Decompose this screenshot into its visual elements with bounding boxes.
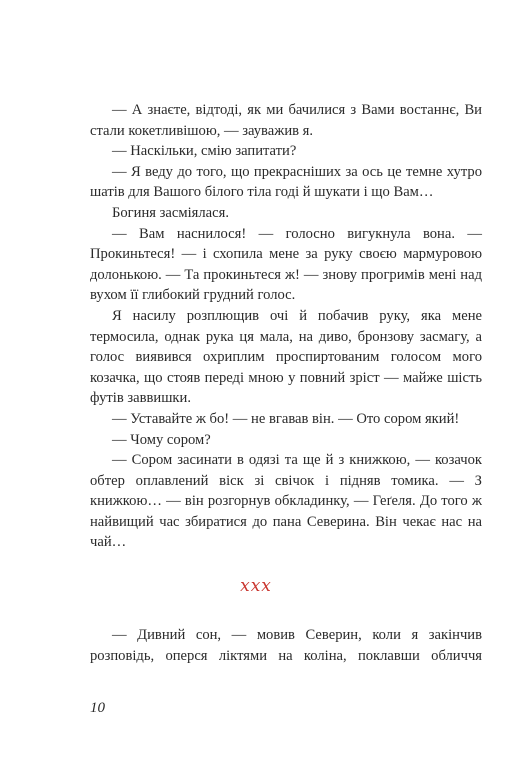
continuation-text [90, 625, 482, 666]
paragraph-4: Богиня засміялася. [112, 204, 229, 221]
paragraph-10: — Дивний сон, — мовив Северин, коли я закінчив розповідь, оперся ліктями на коліна, поклавши обличчя [90, 627, 482, 664]
paragraph-5: — Вам наснилося! — голосно вигукнула вона. — Прокиньтеся! — і схопила мене за руку своєю мармуровою долонькою. — Та прокиньтеся ж! — знову прогримів мені над вухом її глибокий грудний голос. [90, 225, 482, 304]
paragraph-1: — А знаєте, відтоді, як ми бачилися з Вами востаннє, Ви стали кокетливішою, — зауважив я. [90, 102, 482, 139]
paragraph-6: Я насилу розплющив очі й побачив руку, яка мене термосила, однак рука ця мала, на диво, бронзову засмагу, а голос виявився охриплим проспиртованим голосом мого козачка, що стояв переді мною у повний зріст — майже шість футів заввишки. [90, 307, 482, 407]
section-divider: xxx [240, 576, 272, 596]
paragraph-8: — Чому сором? [112, 431, 211, 448]
paragraph-3: — Я веду до того, що прекрасніших за ось це темне хутро шатів для Вашого білого тіла годі й шукати і що Вам… [90, 163, 482, 201]
main-text [90, 100, 482, 553]
paragraph-7: — Уставайте ж бо! — не вгавав він. — Ото сором який! [112, 410, 460, 427]
paragraph-9: — Сором засинати в одязі та ще й з книжкою, — козачок обтер оплавлений віск зі свічок і підняв томика. — З книжкою… — він розгорнув обкладинку, — Геґеля. До того ж найвищий час збиратися до пана Северина. Він чекає нас на чай… [90, 452, 482, 551]
page-number: 10 [90, 700, 105, 716]
paragraph-2: — Наскільки, смію запитати? [112, 143, 297, 160]
